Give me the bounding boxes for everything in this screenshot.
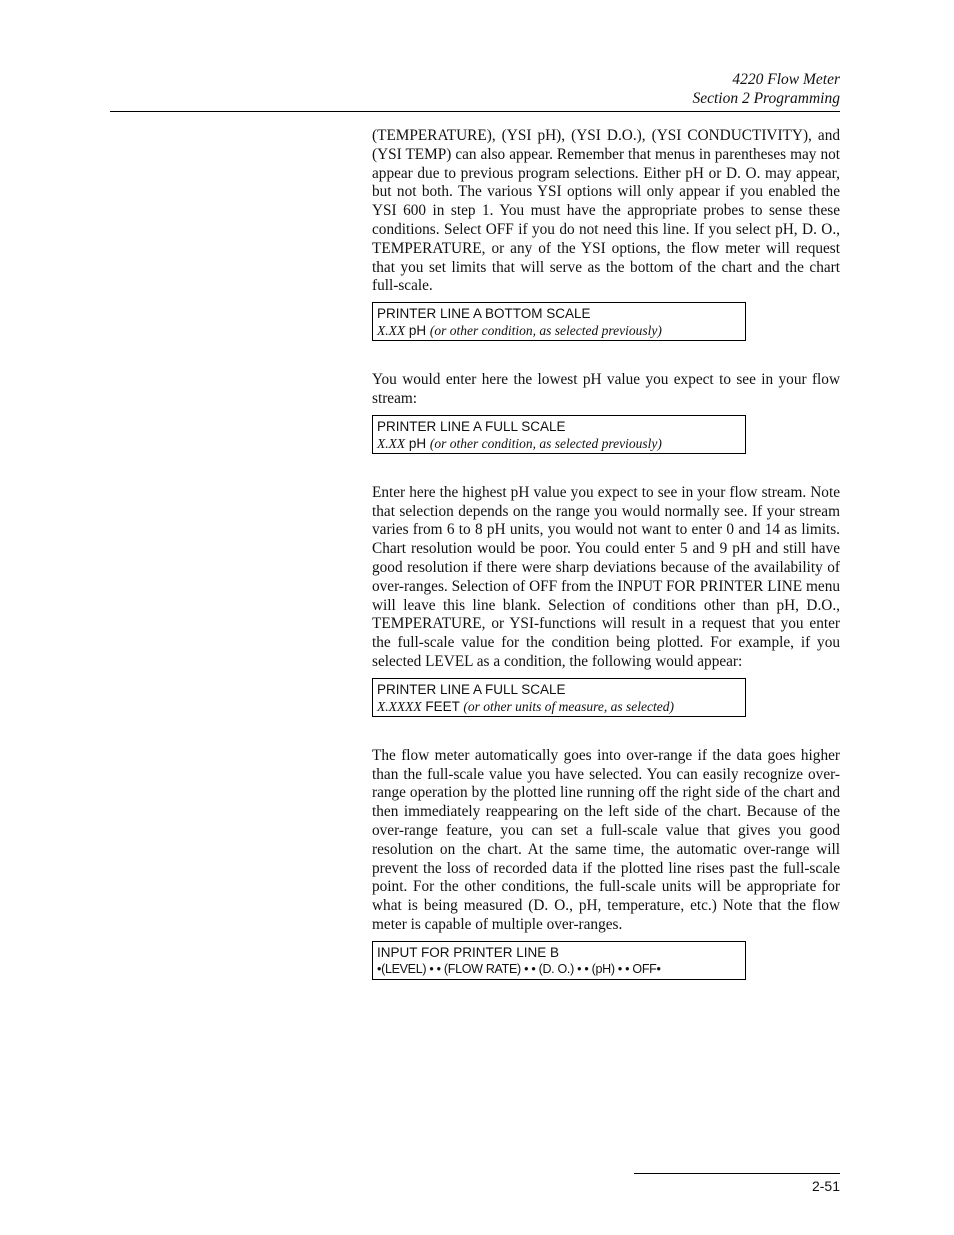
display-box-options: •(LEVEL) • • (FLOW RATE) • • (D. O.) • • (pH) • • OFF•	[377, 961, 661, 976]
running-header	[692, 70, 840, 108]
display-box-full-scale-level	[372, 678, 746, 717]
display-box-title: PRINTER LINE A FULL SCALE	[377, 418, 566, 434]
header-title: 4220 Flow Meter	[732, 71, 840, 88]
display-box-value-line	[377, 698, 741, 715]
display-box-value: X.XX	[377, 435, 406, 451]
body-content	[372, 127, 840, 980]
paragraph-over-range: The flow meter automatically goes into over-range if the data goes higher than the full-scale value you have selected. You can easily recognize over-range operation by the plotted line running off the right side of the chart and then immediately reappearing on the left side of the chart. Because of the over-range feature, you can set a full-scale value that gives you good resolution on the chart. At the same time, the automatic over-range will prevent the loss of recorded data if the plotted line rises past the full-scale point. For the other conditions, the full-scale units will be appropriate for what is being measured (D. O., pH, temperature, etc.) Note that the flow meter is capable of multiple over-ranges.	[372, 746, 840, 933]
display-box-unit: pH	[405, 323, 430, 339]
display-box-value: X.XX	[377, 323, 406, 339]
page-number: 2-51	[811, 1178, 840, 1194]
footer-rule	[634, 1173, 840, 1174]
display-box-title: INPUT FOR PRINTER LINE B	[377, 944, 560, 960]
display-box-value: X.XXXX	[377, 698, 422, 714]
header-rule	[110, 111, 840, 112]
header-section: Section 2 Programming	[692, 90, 840, 107]
paragraph-ysi-options: (TEMPERATURE), (YSI pH), (YSI D.O.), (YSI CONDUCTIVITY), and (YSI TEMP) can also appear. Remember that menus in parentheses may not appear due to previous program selections. Either pH or D. O. may appear, but not both. The various YSI options will only appear if you enabled the YSI 600 in step 1. You must have the appropriate probes to sense these conditions. Select OFF if you do not need this line. If you select pH, D. O., TEMPERATURE, or any of the YSI options, the flow meter will request that you set limits that will serve as the bottom of the chart and the chart full-scale.	[372, 127, 840, 295]
display-box-bottom-scale	[372, 302, 746, 341]
display-box-input-printer-line-b	[372, 941, 746, 980]
paragraph-lowest-ph: You would enter here the lowest pH value you expect to see in your flow stream:	[372, 371, 840, 407]
display-box-title: PRINTER LINE A BOTTOM SCALE	[377, 306, 591, 322]
display-box-full-scale-ph	[372, 415, 746, 454]
display-box-note: (or other units of measure, as selected)	[463, 698, 674, 714]
display-box-unit: FEET	[421, 698, 464, 714]
paragraph-highest-ph: Enter here the highest pH value you expect to see in your flow stream. Note that selection depends on the range you would normally see. If your stream varies from 6 to 8 pH units, you would not want to enter 0 and 14 as limits. Chart resolution would be poor. You could enter 5 and 9 pH and still have good resolution if there were sharp deviations because of the availability of over-ranges. Selection of OFF from the INPUT FOR PRINTER LINE menu will leave this line blank. Selection of conditions other than pH, D.O., TEMPERATURE, or YSI-functions will result in a request that you enter the full-scale value for the condition being plotted. For example, if you selected LEVEL as a condition, the following would appear:	[372, 483, 840, 670]
display-box-value-line	[377, 322, 741, 339]
display-box-note: (or other condition, as selected previously)	[429, 323, 662, 339]
display-box-value-line	[377, 435, 741, 452]
display-box-note: (or other condition, as selected previously)	[429, 435, 662, 451]
display-box-title: PRINTER LINE A FULL SCALE	[377, 681, 566, 697]
display-box-unit: pH	[405, 435, 430, 451]
